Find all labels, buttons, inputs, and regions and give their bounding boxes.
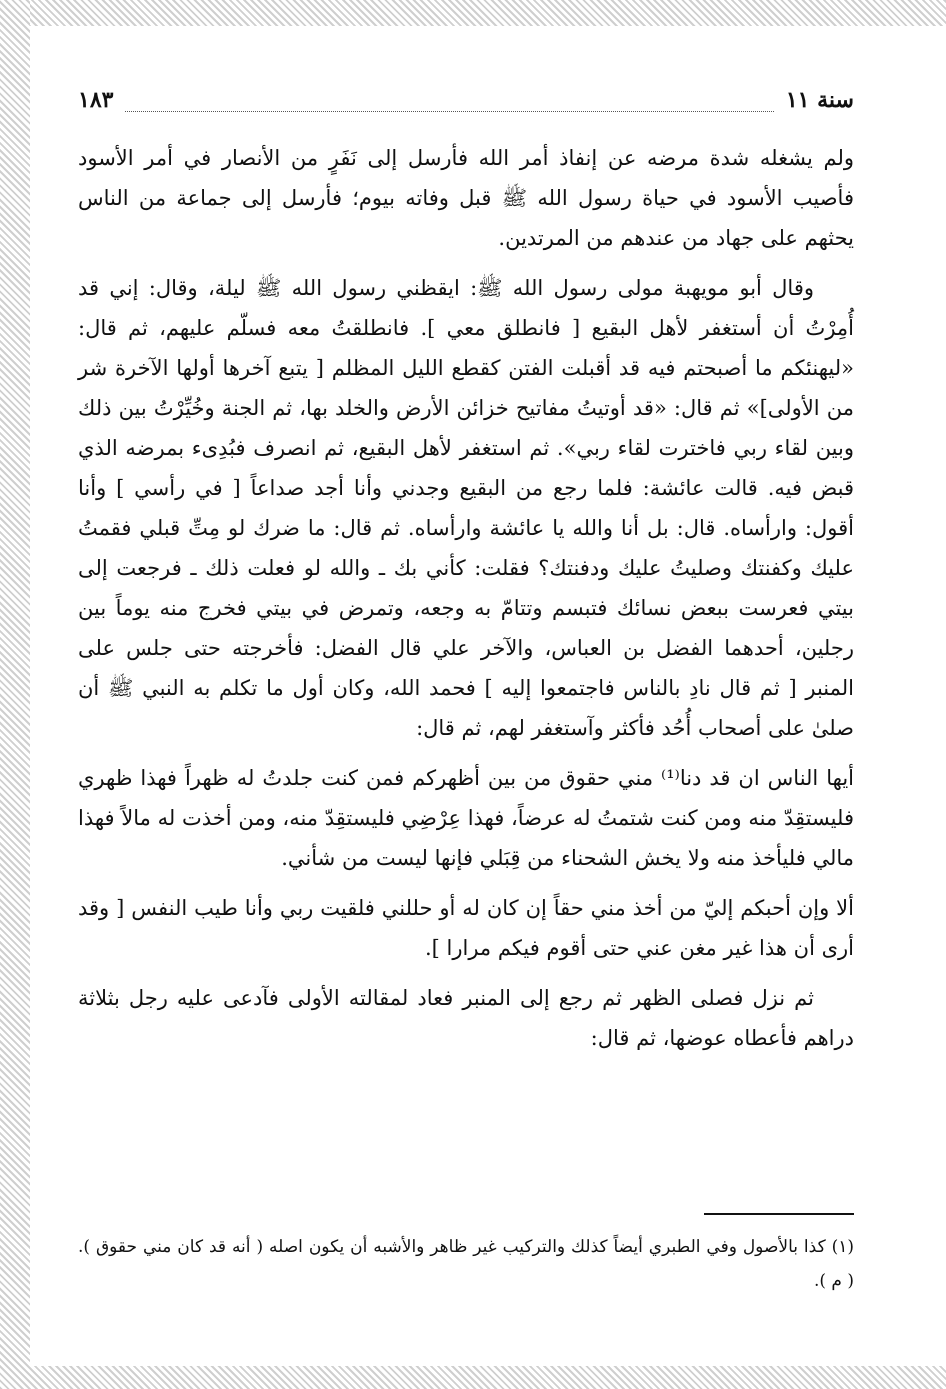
decorative-border-bottom bbox=[0, 1366, 946, 1389]
running-header bbox=[78, 80, 854, 120]
footnote: (١) كذا بالأصول وفي الطبري أيضاً كذلك والتركيب غير ظاهر والأشبه أن يكون اصله ( أنه قد كان مني حقوق ). ( م ). bbox=[78, 1237, 854, 1291]
paragraph: أيها الناس ان قد دنا⁽¹⁾ مني حقوق من بين أظهركم فمن كنت جلدتُ له ظهراً فهذا ظهري فليستقِدّ منه ومن كنت شتمتُ له عرضاً، فهذا عِرْضِي فليستقِدّ منه، ومن أخذت له مالاً فهذا مالي فليأخذ منه ولا يخش الشحناء من قِبَلي فإنها ليست من شأني. bbox=[78, 766, 855, 870]
paragraph: ثم نزل فصلى الظهر ثم رجع إلى المنبر فعاد لمقالته الأولى فآدعى عليه رجل بثلاثة دراهم فأعطاه عوضها، ثم قال: bbox=[78, 986, 854, 1050]
decorative-border-top bbox=[0, 0, 946, 26]
paragraph: ألا وإن أحبكم إليّ من أخذ مني حقاً إن كان له أو حللني فلقيت ربي وأنا طيب النفس [ وقد أرى أن هذا غير مغن عني حتى أقوم فيكم مرارا ]. bbox=[78, 896, 854, 960]
paragraph: وقال أبو مويهبة مولى رسول الله ﷺ: ايقظني رسول الله ﷺ ليلة، وقال: إني قد أُمِرْتُ أن أستغفر لأهل البقيع [ فانطلق معي ]. فانطلقتُ معه فسلّم عليهم، ثم قال: «ليهنئكم ما أصبحتم فيه قد أقبلت الفتن كقطع الليل المظلم [ يتبع آخرها أولها الآخرة شر من الأولى]» ثم قال: «قد أوتيتُ مفاتيح خزائن الأرض والخلد بها، ثم الجنة وخُيِّرْتُ بين ذلك وبين لقاء ربي فاخترت لقاء ربي». ثم استغفر لأهل البقيع، ثم انصرف فبُدِىء بمرضه الذي قبض فيه. قالت عائشة: فلما رجع من البقيع وجدني وأنا أجد صداعاً [ في رأسي ] وأنا أقول: وارأساه. قال: بل أنا والله يا عائشة وارأساه. ثم قال: ما ضرك لو مِتِّ قبلي فقمتُ عليك وكفنتك وصليتُ عليك ودفنتك؟ فقلت: كأني بك ـ والله لو فعلت ذلك ـ فرجعت إلى بيتي فعرست ببعض نسائك فتبسم وتتامّ به وجعه، وتمرض في بيتي فخرج منه يوماً بين رجلين، أحدهما الفضل بن العباس، والآخر علي قال الفضل: فأخرجته حتى جلس على المنبر [ ثم قال نادِ بالناس فاجتمعوا إليه ] فحمد الله، وكان أول ما تكلم به النبي ﷺ أن صلىٰ على أصحاب أُحُد فأكثر وآستغفر لهم، ثم قال: bbox=[78, 276, 854, 740]
body-text bbox=[78, 138, 854, 1068]
footnote-separator bbox=[704, 1213, 854, 1215]
decorative-border-left bbox=[0, 0, 30, 1389]
year-label: سنة ١١ bbox=[785, 87, 854, 113]
book-page bbox=[78, 80, 854, 1300]
header-dotted-leader bbox=[125, 89, 773, 112]
page-number: ١٨٣ bbox=[78, 87, 114, 113]
paragraph: ولم يشغله شدة مرضه عن إنفاذ أمر الله فأرسل إلى نَفَرٍ من الأنصار في أمر الأسود فأصيب الأسود في حياة رسول الله ﷺ قبل وفاته بيوم؛ فأرسل إلى جماعة من الناس يحثهم على جهاد من عندهم من المرتدين. bbox=[78, 146, 854, 250]
